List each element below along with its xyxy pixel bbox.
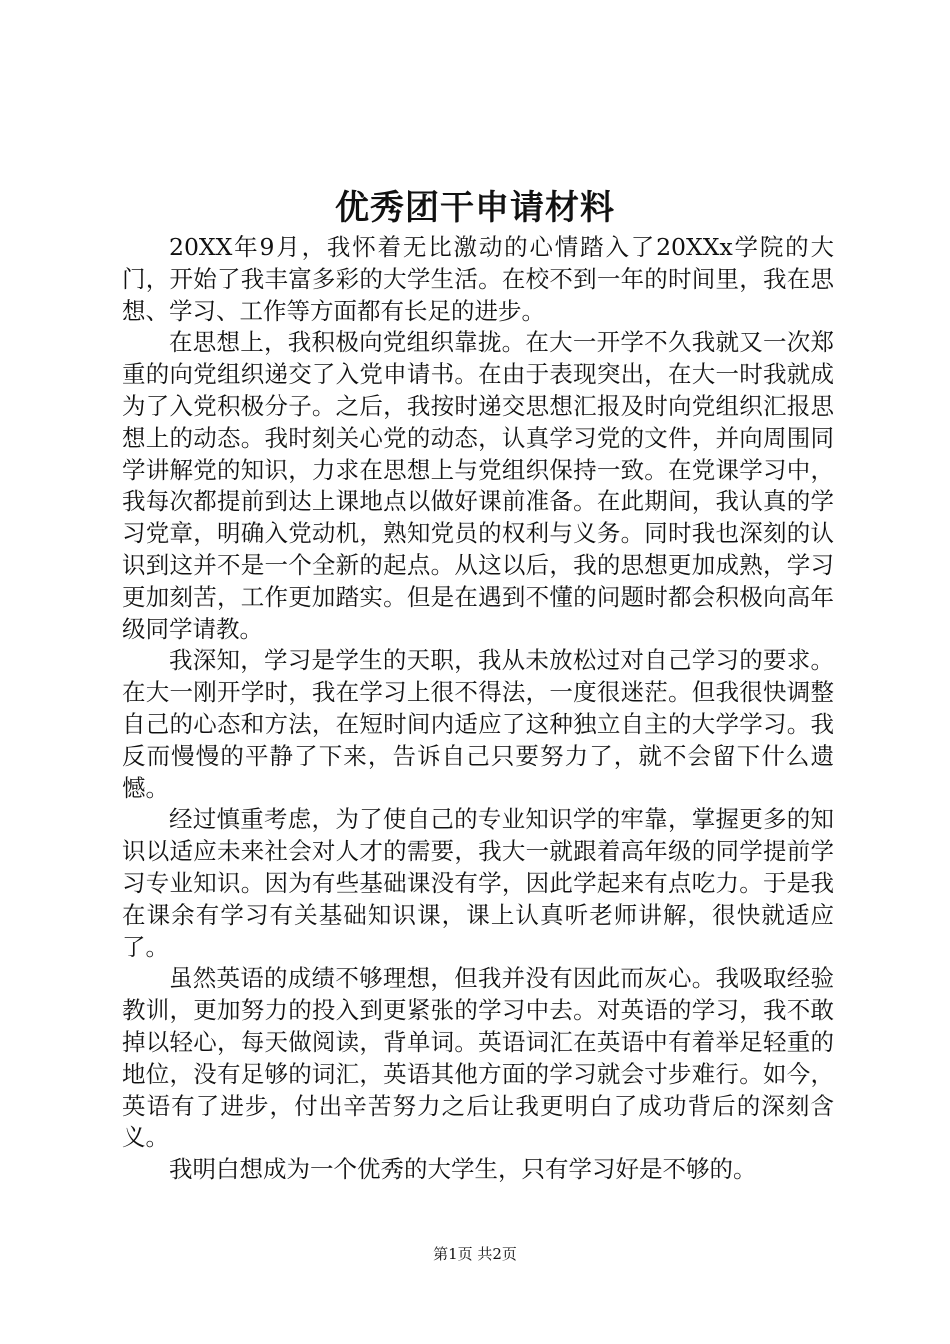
paragraph: 经过慎重考虑，为了使自己的专业知识学的牢靠，掌握更多的知识以适应未来社会对人才的需要，我大一就跟着高年级的同学提前学习专业知识。因为有些基础课没有学，因此学起来有点吃力。于是我在课余有学习有关基础知识课，课上认真听老师讲解，很快就适应了。 <box>122 805 834 961</box>
paragraph: 虽然英语的成绩不够理想，但我并没有因此而灰心。我吸取经验教训，更加努力的投入到更紧张的学习中去。对英语的学习，我不敢掉以轻心，每天做阅读，背单词。英语词汇在英语中有着举足轻重的地位，没有足够的词汇，英语其他方面的学习就会寸步难行。如今，英语有了进步，付出辛苦努力之后让我更明白了成功背后的深刻含义。 <box>122 964 834 1152</box>
paragraph: 20XX年9月，我怀着无比激动的心情踏入了20XXx学院的大门，开始了我丰富多彩的大学生活。在校不到一年的时间里，我在思想、学习、工作等方面都有长足的进步。 <box>122 233 834 325</box>
paragraph: 我深知，学习是学生的天职，我从未放松过对自己学习的要求。在大一刚开学时，我在学习上很不得法，一度很迷茫。但我很快调整自己的心态和方法，在短时间内适应了这种独立自主的大学学习。我反而慢慢的平静了下来，告诉自己只要努力了，就不会留下什么遗憾。 <box>122 646 834 802</box>
document-title: 优秀团干申请材料 <box>335 188 615 228</box>
paragraph: 在思想上，我积极向党组织靠拢。在大一开学不久我就又一次郑重的向党组织递交了入党申请书。在由于表现突出，在大一时我就成为了入党积极分子。之后，我按时递交思想汇报及时向党组织汇报思想上的动态。我时刻关心党的动态，认真学习党的文件，并向周围同学讲解党的知识，力求在思想上与党组织保持一致。在党课学习中，我每次都提前到达上课地点以做好课前准备。在此期间，我认真的学习党章，明确入党动机，熟知党员的权利与义务。同时我也深刻的认识到这并不是一个全新的起点。从这以后，我的思想更加成熟，学习更加刻苦，工作更加踏实。但是在遇到不懂的问题时都会积极向高年级同学请教。 <box>122 328 834 643</box>
document-body <box>122 232 834 1186</box>
page-number-footer: 第1页 共2页 <box>433 1245 517 1263</box>
paragraph: 我明白想成为一个优秀的大学生，只有学习好是不够的。 <box>169 1155 757 1184</box>
